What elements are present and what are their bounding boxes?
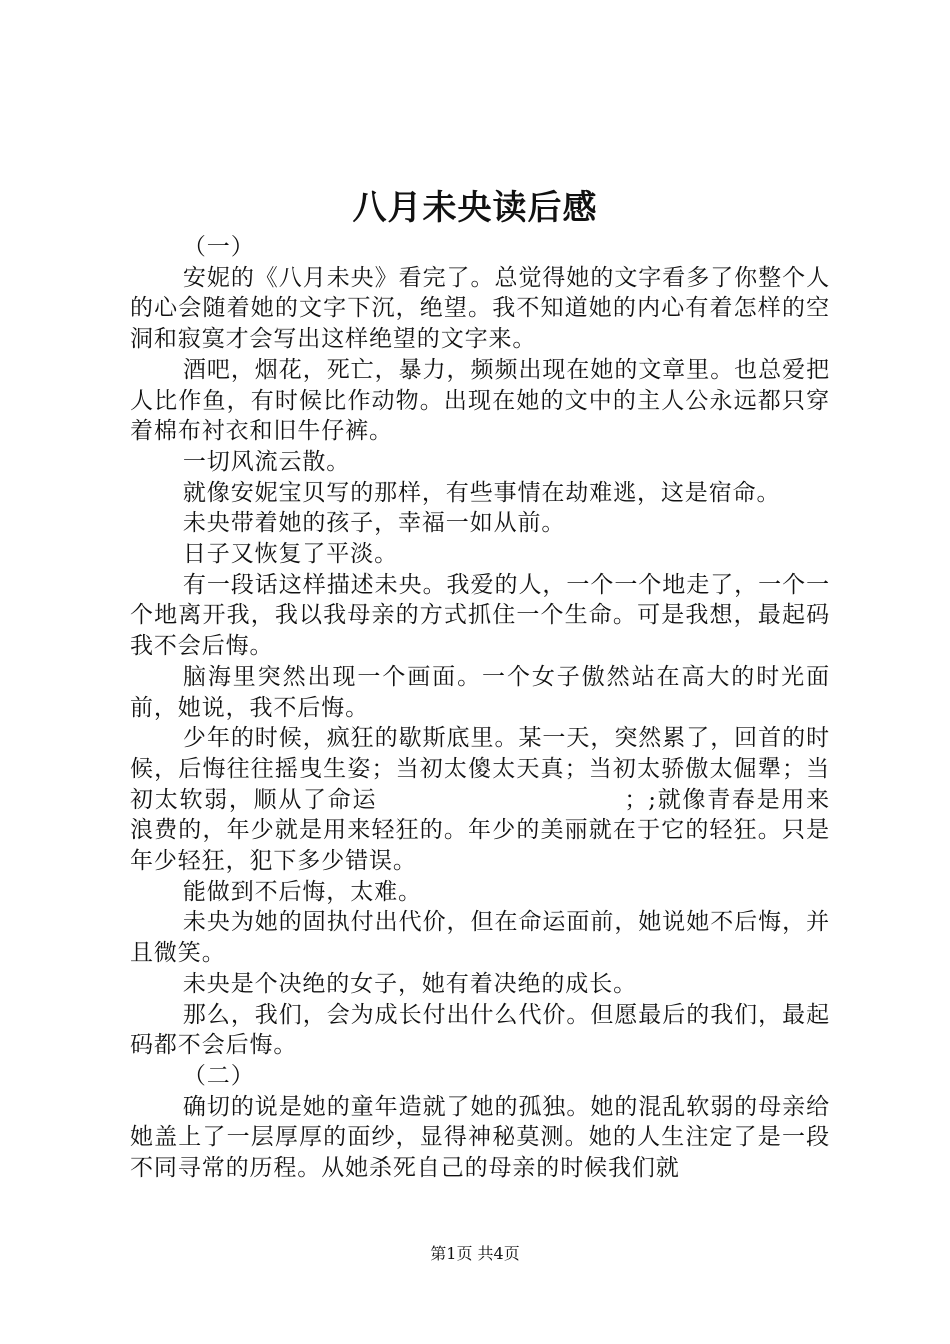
document-body	[130, 232, 830, 1184]
page-footer: 第1页 共4页	[430, 1244, 520, 1263]
paragraph: 就像安妮宝贝写的那样，有些事情在劫难逃，这是宿命。	[182, 479, 781, 506]
paragraph: 未央带着她的孩子，幸福一如从前。	[182, 510, 566, 537]
paragraph: 一切风流云散。	[182, 448, 351, 475]
paragraph: 少年的时候，疯狂的歇斯底里。某一天，突然累了，回首的时候，后悔往往摇曳生姿；当初太傻太天真；当初太骄傲太倔犟；当初太软弱，顺从了命运 ；;就像青春是用来浪费的，年少就是用来轻狂的。年少的美丽就在于它的轻狂。只是年少轻狂，犯下多少错误。	[130, 725, 830, 875]
paragraph: 未央是个决绝的女子，她有着决绝的成长。	[182, 970, 637, 997]
paragraph: 脑海里突然出现一个画面。一个女子傲然站在高大的时光面前，她说，我不后悔。	[130, 663, 830, 721]
paragraph: 有一段话这样描述未央。我爱的人，一个一个地走了，一个一个地离开我，我以我母亲的方式抓住一个生命。可是我想，最起码我不会后悔。	[130, 571, 830, 660]
section-heading: （一）	[182, 234, 255, 260]
paragraph: 安妮的《八月未央》看完了。总觉得她的文字看多了你整个人的心会随着她的文字下沉，绝望。我不知道她的内心有着怎样的空洞和寂寞才会写出这样绝望的文字来。	[130, 264, 830, 353]
paragraph: 确切的说是她的童年造就了她的孤独。她的混乱软弱的母亲给她盖上了一层厚厚的面纱，显得神秘莫测。她的人生注定了是一段不同寻常的历程。从她杀死自己的母亲的时候我们就	[130, 1093, 830, 1182]
paragraph: 未央为她的固执付出代价，但在命运面前，她说她不后悔，并且微笑。	[130, 909, 830, 967]
paragraph: 那么，我们，会为成长付出什么代价。但愿最后的我们，最起码都不会后悔。	[130, 1001, 830, 1059]
paragraph: 能做到不后悔，太难。	[182, 878, 422, 905]
section-heading: （二）	[182, 1062, 255, 1089]
paragraph: 酒吧，烟花，死亡，暴力，频频出现在她的文章里。也总爱把人比作鱼，有时候比作动物。出现在她的文中的主人公永远都只穿着棉布衬衣和旧牛仔裤。	[130, 356, 830, 445]
document-title: 八月未央读后感	[352, 188, 598, 228]
paragraph: 日子又恢复了平淡。	[182, 541, 398, 568]
